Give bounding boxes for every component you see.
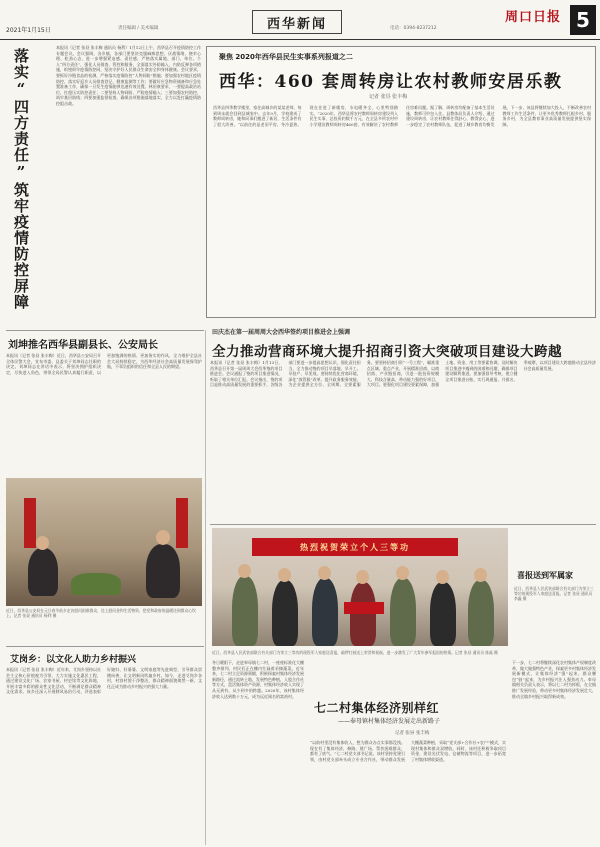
feature-kicker: 聚焦 2020年西华县民生实事系列报道之二: [219, 53, 353, 61]
person-head: [278, 568, 291, 582]
person-head: [36, 536, 49, 550]
person-head: [396, 566, 409, 580]
person-head: [238, 564, 251, 578]
divider: [210, 524, 596, 525]
person-head: [318, 566, 331, 580]
honor-caption: 近日，西华县人民武装部联合有关部门为荣立三等功的现役军人家庭送喜报。记者 张昼 通讯员 李鑫 摄: [514, 586, 594, 601]
person: [312, 578, 338, 646]
issue-date: 2021年1月15日: [6, 27, 51, 34]
ecn-subheadline: ——奉母镇村集体经济发展走出新路子: [338, 718, 441, 725]
person: [430, 582, 456, 646]
mid-headline: 全力推动营商环境大提升招商引资大突破项目建设大跨越: [212, 344, 562, 360]
aigang-headline: 艾岗乡：以文化人助力乡村振兴: [10, 655, 137, 665]
seated-person: [28, 548, 58, 596]
feature-article-body: 西华县四季教学楼里，家住高城乡的某某老师，每到周末就会回到县城家中。去年9月，学校建成了教师周转房，她和同事们搬进了新居，生活条件有了很大改善。“以前住的是老旧平房，冬冷夏热，现在住进了新楼房，水电暖齐全，心里特别踏实。”2020年，西华县将农村教师周转房建设列入民生实事，总投资约数千万元，在全县多所农村中小学建设教师周转房460套，有效解决了农村教师住房难问题。据了解，周转房均配备了基本生活设施，教师可拎包入住。县教体局负责人介绍，通过建设周转房，让农村教师住得舒心、教得安心，进一步稳定了农村教师队伍，促进了城乡教育均衡发展。下一步，该县将继续加大投入，不断改善农村教师工作生活条件，让更多优秀教师扎根乡村、服务乡村，为全县教育事业高质量发展提供坚实保障。: [213, 105, 591, 127]
mid-article-body: 本报讯（记者 张昼 张丰梅）1月13日，西华县召开第一届周周大会西华签约项目推进会。会议通报了签约项目推进情况，听取了相关单位汇报。会议指出，签约项目是推动高质量发展的重要抓手，各级各部门要进一步提高思想认识，强化责任担当，全力推动签约项目早落地、早开工、早投产、早见效。要持续优化营商环境，深化“放管服”改革，提升政务服务效能，为企业提供全方位、全周期、全要素服务。要坚持招商引资“一号工程”，瞄准重点区域、重点产业，开展精准招商、以商招商、产业链招商，引进一批投资规模大、科技含量高、带动能力强的好项目、大项目。要强化项目建设要素保障，加强土地、资金、用工等要素协调，及时解决项目推进中遇到的困难和问题，确保项目建设顺利推进。要加强督导考核，建立健全项目推进台账，实行周通报、月排名、季观摩，以项目建设大跨越推动全县经济社会高质量发展。: [210, 360, 596, 388]
ecn-article-body: “以前村里没有集体收入，想为群众办点实事都没钱。现在有了集体经济，修路、建广场、帮扶困难群众，都有了底气。”七二村党支部书记说。该村坚持党建引领，由村党支部牵头成立专业合作社，带动群众发展大棚蔬菜种植，采取“党支部+合作社+农户”模式，实现村集体和群众双增收。同时，该村还积极争取项目资金，建设光伏发电、仓储物流等项目，进一步拓宽了村集体增收渠道。: [310, 740, 506, 762]
photo-caption: 近日，西华县人民武装部联合有关部门为荣立三等功的现役军人家庭送喜报，敲锣打鼓送上荣誉和祝福，进一步激发了广大青年参军报国的热情。记者 张昼 通讯员 陈磊 摄: [212, 650, 498, 655]
editor-credit: 责任编辑 / 美术编辑: [118, 26, 159, 31]
person-head: [156, 530, 170, 545]
aigang-article-body: 本报讯（记者 张昼 张丰梅）近年来，艾岗乡坚持以社会主义核心价值观为引领，大力实施文化惠民工程，通过建设文化广场、农家书屋、村史馆等文化阵地，开展丰富多彩的群众性文化活动，不断满足群众精神文化需求。该乡还深入开展移风易俗行动，评选表彰好媳妇、好婆婆、文明家庭等先进典型，引导群众崇德向善，让文明新风吹遍乡村。如今，走进艾岗乡各村，村容村貌干净整洁，群众精神面貌焕然一新，文化正成为推动乡村振兴的强大力量。: [6, 667, 202, 695]
page-header: [0, 0, 600, 40]
liu-headline: 刘坤推名西华县副县长、公安局长: [8, 340, 158, 351]
section-title: 西华新闻: [252, 10, 342, 34]
ecn-byline: 记者 张昼 张丰梅: [395, 731, 430, 736]
divider: [6, 330, 204, 331]
soldier-person: [468, 580, 494, 646]
soldier-person: [390, 578, 416, 646]
seated-person: [146, 544, 180, 598]
ecn-article-right-column: 下一步，七二村将继续深化农村集体产权制度改革，做大做强特色产业，探索更多村集体经济发展新模式，让集体经济“强”起来、群众腰包“鼓”起来，为乡村振兴注入强劲动力。奉母镇相关负责人表示，将以七二村为样板，在全镇推广发展经验，带动更多村集体经济发展壮大，推动全镇乡村振兴取得新成效。: [512, 660, 596, 699]
person-head: [356, 570, 369, 584]
person-head: [474, 568, 487, 582]
honor-certificate: [344, 602, 384, 614]
red-banner: [24, 498, 36, 548]
visit-photo: [6, 478, 202, 606]
ecn-headline: 七二村集体经济别样红: [314, 701, 440, 715]
divider: [6, 646, 204, 647]
page-number: 5: [570, 5, 596, 35]
luoshi-headline: 落实“四方责任”筑牢疫情防控屏障: [12, 48, 30, 310]
person: [272, 580, 298, 646]
mid-kicker: 田庆杰在第一届周周大会西华签约项目推进会上强调: [212, 329, 351, 336]
feature-headline: 西华：460 套周转房让农村教师安居乐教: [219, 72, 563, 92]
ecn-article-left-column: 冬日暖阳下，走进奉母镇七二村，一座座标准化大棚整齐排列，村民们正在棚内忙碌着采摘蔬菜。近年来，七二村立足资源禀赋，积极探索村集体经济发展新路径，通过流转土地、发展特色种植、入股合作社等方式，盘活集体资产资源，村集体经济收入实现了从无到有、从少到多的跨越。2020年，该村集体经济收入达到数十万元，成为远近闻名的富裕村。: [212, 660, 304, 699]
contact-info: 电话：0394-8237212: [390, 26, 437, 31]
person: [350, 582, 376, 646]
liu-photo-caption: 近日，西华县公安局在元旦春节前夕走访慰问困难群众，送上慰问金和生活物资，把党和政府的温暖送到群众心坎上。记者 张昼 通讯员 杨利 摄: [6, 608, 196, 618]
liu-article-body: 本报讯（记者 张昼 张丰梅）近日，西华县公安局召开全体民警大会，宣布市委、县委关于刘坤同志任职的决定。刘坤同志在讲话中表示，将坚决拥护组织决定，尽快进入角色，带领全局民警认真履行职责，以更加饱满的热情、更加务实的作风，全力维护全县社会大局持续稳定，为西华经济社会高质量发展保驾护航，不辜负组织的信任和全县人民的期望。: [6, 353, 202, 375]
red-banner: [176, 498, 188, 548]
column-divider: [205, 330, 206, 845]
newspaper-logo: 周口日报: [505, 10, 562, 25]
feature-article: [206, 46, 596, 318]
person-head: [436, 570, 449, 584]
honor-headline: 喜报送到军属家: [517, 570, 573, 580]
luoshi-article-body: 本报讯（记者 张昼 张丰梅 通讯员 杨利）1月12日上午，西华县召开疫情防控工作专题会议。会议强调，各乡镇、各部门要坚决克服麻痹思想、厌战情绪、侥幸心理、松劲心态，进一步增强紧迫感、责任感，严格落实属地、部门、单位、个人“四方责任”，强化人员排查、管控和服务，全面落实外防输入、内防反弹各项措施，织密织牢疫情防控网，坚决守护好人民群众生命安全和身体健康。会议要求，要抓好冷链食品的检测，严格落实疫情防控“人物同防”措施；要加强农村地区疫情防控，落实好返乡人员排查登记、健康监测等工作；要做好应急物资储备和应急处置准备工作，确保一旦发生疫情能够迅速有效处置。林田康要求，一要提高政治站位，扛稳压实防控责任；二要坚持人物同防，严防疫情输入；三要加强农村防控，筑牢基层防线；四要加强监督检查，确保各项措施落地落实，全力以赴打赢疫情防控阻击战。: [56, 45, 201, 106]
congratulation-banner: 热烈祝贺荣立个人三等功: [252, 538, 458, 556]
soldier-person: [232, 576, 258, 646]
feature-byline: 记者 张昼 张丰梅: [369, 94, 408, 100]
honor-photo: [212, 528, 508, 646]
plant: [71, 573, 121, 595]
